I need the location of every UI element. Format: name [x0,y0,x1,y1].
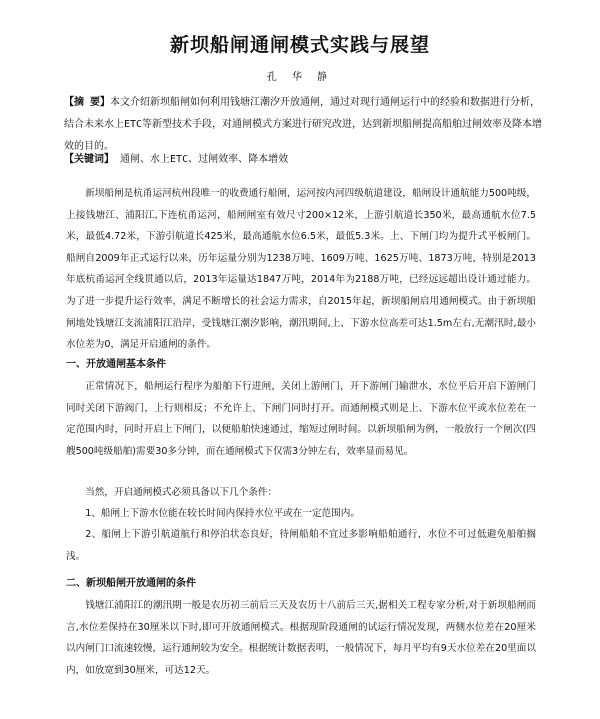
paragraph-xinba-conditions: 钱塘江浦阳江的潮汛期一般是农历初三前后三天及农历十八前后三天,据相关工程专家分析,对于新坝船闸而言,水位差保持在30厘米以下时,即可开放通闸模式。根据现阶段通闸的试运行情况发现，两侧水位差在20厘米以内闸门口流速较慢，运行通闸较为安全。根据统计数据表明，一般情况下，每月平均有9天水位差在20里面以内，如放宽到30厘米，可达12天。 [66,600,536,676]
keywords-label: 【关键词】 [64,154,114,165]
abstract-text: 本文介绍新坝船闸如何利用钱塘江潮汐开放通闸，通过对现行通闸运行中的经验和数据进行分析，结合未来水上ETC等新型技术手段，对通闸模式方案进行研究改进，达到新坝船闸提高船舶过闸效率及降本增效的目的。 [64,97,543,152]
section-heading-2: 二、新坝船闸开放通闸的条件 [66,578,196,589]
paragraph-basic-conditions: 正常情况下，船闸运行程序为船舶下行进闸，关闭上游闸门，开下游闸门输泄水，水位平后开启下游闸门同时关闭下游阀门，上行则相反；不允许上、下闸门同时打开。而通闸模式则是上、下游水位平或水位差在一定范围内时，同时开启上下闸门，以便船舶快速通过，缩短过闸时间。以新坝船闸为例，一般放行一个闸次(四艘500吨级船舶)需要30多分钟，而在通闸模式下仅需3分钟左右，效率显而易见。 [66,381,536,457]
keywords [64,150,544,165]
paragraph-conditions-lead: 当然，开启通闸模式必须具备以下几个条件： [85,487,278,498]
paragraph-intro: 新坝船闸是杭甬运河杭州段唯一的收费通行船闸，运河按内河四级航道建设，船闸设计通航能力500吨级，上接钱塘江、浦阳江,下连杭甬运河，船闸闸室有效尺寸200×12米，上游引航道长350米，最高通航水位7.5米，最低4.72米，下游引航道长425米，最高通航水位6.5米，最低5.3米。上、下闸门均为提升式平板闸门。船闸自2009年正式运行以来，历年运量分别为1238万吨、1609万吨、1625万吨、1873万吨，特别是2013年底杭甬运河全线贯通以后，2013年运量达1847万吨，2014年为2188万吨，已经远远超出设计通过能力。为了进一步提升运行效率，满足不断增长的社会运力需求，自2015年起，新坝船闸启用通闸模式。由于新坝船闸地处钱塘江支流浦阳江沿岸，受钱塘江潮汐影响，潮汛期间,上、下游水位高差可达1.5m左右,无潮汛时,最小水位差为0，满足开启通闸的条件。 [66,188,536,351]
abstract-label: 【摘 要】 [64,97,111,108]
abstract [64,92,544,158]
keywords-text: 通闸、水上ETC、过闸效率、降本增效 [120,154,289,165]
section-heading-1: 一、开放通闸基本条件 [66,359,166,370]
page-title: 新坝船闸通闸模式实践与展望 [169,34,430,56]
author-name: 孔 华 静 [266,72,334,83]
paragraph-condition-1: 1、船闸上下游水位能在较长时间内保持水位平或在一定范围内。 [85,508,360,519]
paragraph-condition-2: 2、船闸上下游引航道航行和停泊状态良好，待闸船舶不宜过多影响船舶通行，水位不可过低避免船舶搁浅。 [66,529,536,562]
